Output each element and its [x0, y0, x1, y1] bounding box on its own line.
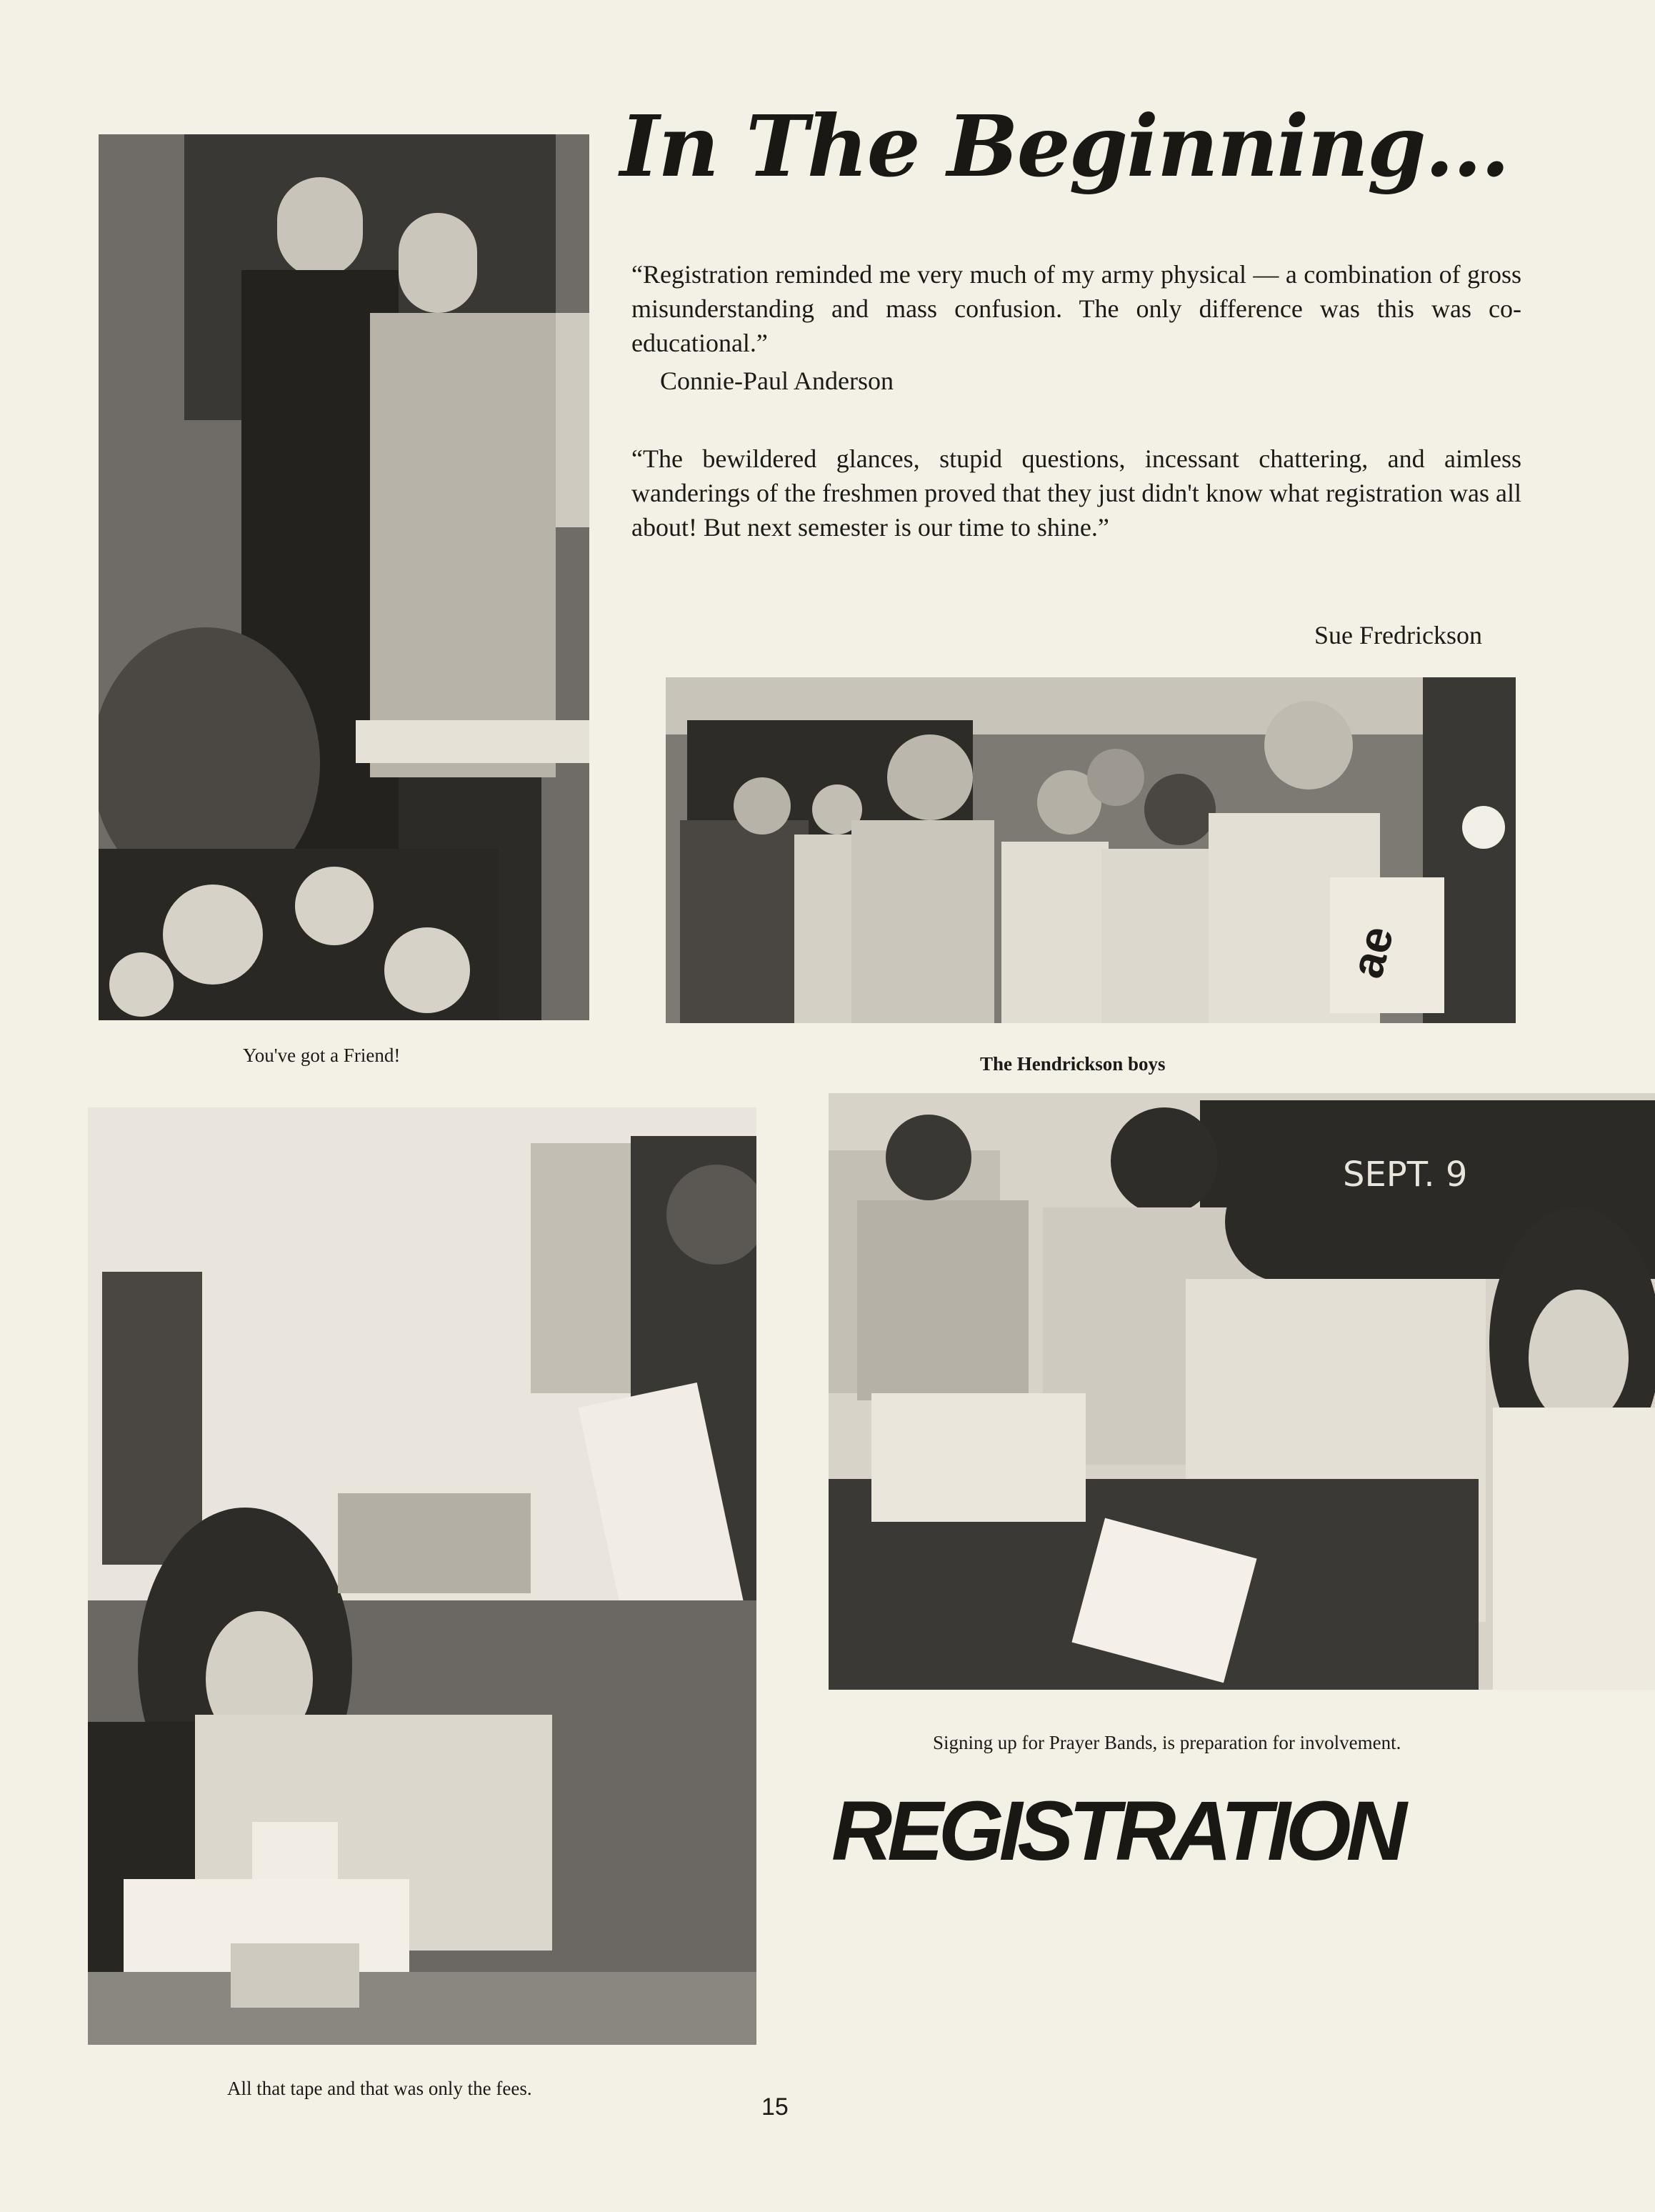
section-title: REGISTRATION: [831, 1784, 1402, 1878]
photo-tape-fees: [88, 1107, 756, 2045]
caption-friend: You've got a Friend!: [243, 1045, 401, 1066]
quote-freshmen: “The bewildered glances, stupid questions, incessant chattering, and aimless wanderings of the freshmen proved that they just didn't know what registration was all about! But next semester is our time to shine.”: [631, 444, 1521, 542]
page-number: 15: [761, 2093, 789, 2121]
quote-author-fredrickson: Sue Fredrickson: [1314, 621, 1482, 649]
page-headline: In The Beginning...: [620, 96, 1509, 196]
photo-hendrickson-boys: [666, 677, 1516, 1023]
photo-friend: [99, 134, 589, 1020]
quote-registration-army: “Registration reminded me very much of my army physical — a combination of gross misunderstanding and mass confusion. The only difference was this was co-educational.”: [631, 260, 1521, 357]
chalkboard-date: SEPT. 9: [1343, 1155, 1468, 1195]
photo-prayer-bands: [829, 1093, 1655, 1690]
hendrickson-box-label: ae: [1340, 920, 1404, 984]
caption-prayer-bands: Signing up for Prayer Bands, is preparation for involvement.: [933, 1732, 1401, 1753]
caption-tape-fees: All that tape and that was only the fees.: [227, 2078, 532, 2099]
quote-author-anderson: Connie-Paul Anderson: [660, 367, 894, 395]
caption-hendrickson-boys: The Hendrickson boys: [980, 1053, 1166, 1075]
